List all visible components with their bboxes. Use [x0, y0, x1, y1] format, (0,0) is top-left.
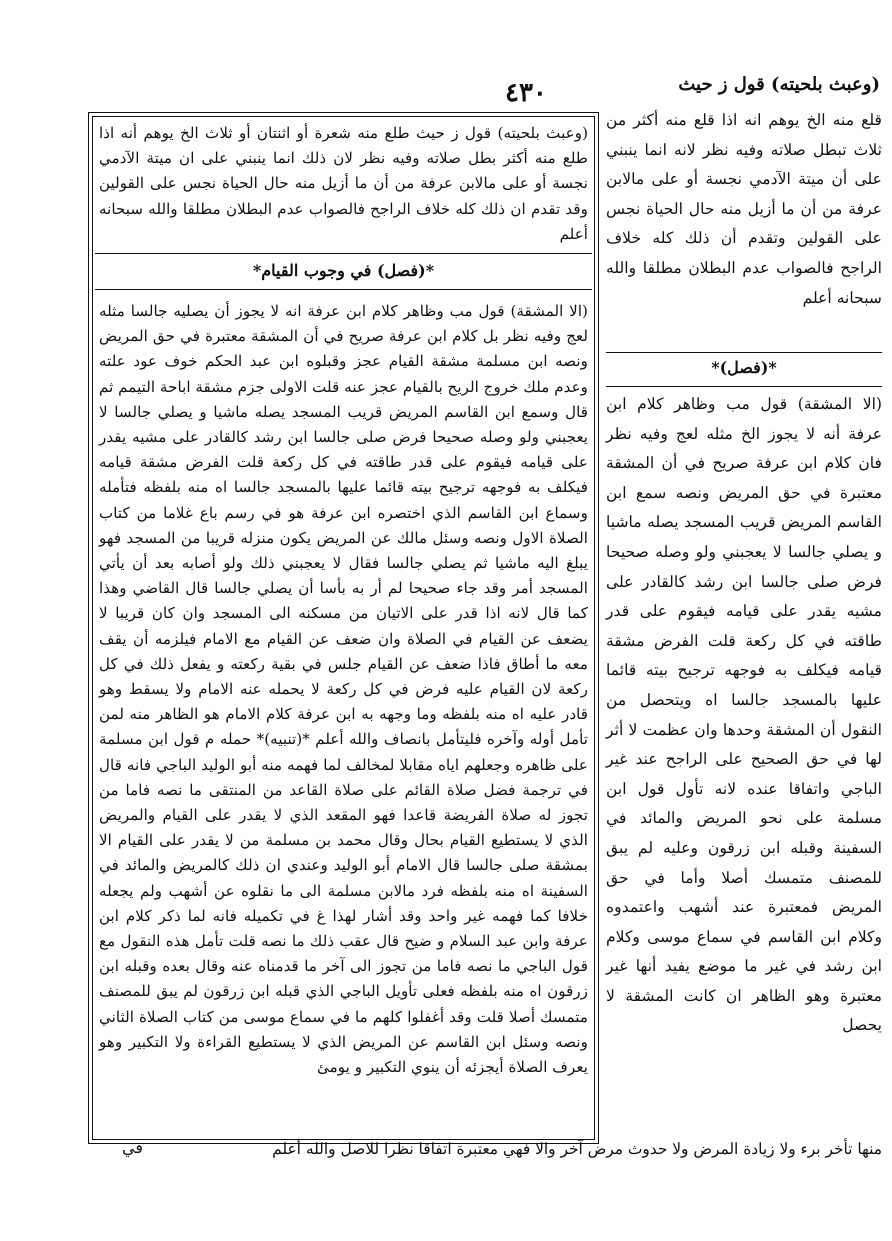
margin-top-rule — [606, 352, 882, 353]
main-intro-text: (وعبث بلحيته) قول ز حيث طلع منه شعرة أو اثنتان أو ثلاث الخ يوهم أنه اذا طلع منه أكثر بطل صلاته وفيه نظر لان ذلك انما ينبني على ان ميتة الآدمي نجسة أو على مالابن عرفة من أن ما أزيل منه حال الحياة نجس على القولين وقد تقدم ان ذلك كله خلاف الراجح فالصواب عدم البطلان مطلقا والله سبحانه أعلم — [99, 124, 588, 243]
main-section-heading: *(فصل) في وجوب القيام* — [252, 261, 435, 280]
catchword: في — [122, 1138, 143, 1157]
heading-bottom-rule — [95, 289, 592, 290]
margin-intro-text: قلع منه الخ يوهم انه اذا قلع منه أكثر من ثلاث تبطل صلاته وفيه نظر لانه انما ينبني على أن ميتة الآدمي نجسة أو على مالابن عرفة من أن ما أزيل منه حال الحياة نجس على القولين وتقدم أن ذلك كله خلاف الراجح فالصواب عدم البطلان مطلقا والله سبحانه أعلم — [606, 111, 882, 307]
footer-line: منها تأخر برء ولا زيادة المرض ولا حدوث مرض آخر والا فهي معتبرة اتفاقا نظرا للاصل والله أعلم — [272, 1140, 882, 1158]
margin-section-heading: *(فصل)* — [711, 358, 777, 377]
heading-top-rule — [95, 253, 592, 254]
margin-body-text: (الا المشقة) قول مب وظاهر كلام ابن عرفة أنه لا يجوز الخ مثله لعج وفيه نظر فان كلام ابن عرفة صريح في أن المشقة معتبرة في حق المريض ونصه سمع ابن القاسم المريض قريب المسجد يصله ماشيا و يصلي جالسا لا يعجبني ولو وصله صحيحا فرض صلى جالسا ابن رشد كالقادر على مشيه يقدر على قيامه فيقوم على قدر طاقته في كل ركعة قلت الفرض مشقة قيامه فيكلف به فوجهه ترجيح بيته قائما عليها بالمسجد جالسا اه ويتحصل من النقول أن المشقة وحدها وان عظمت لا أثر لها في حق الصحيح على الراجح عند غير الباجي واتفاقا عنده لانه تأول قول ابن مسلمة على نحو المريض والمائد في السفينة وقبله ابن زرقون وعليه لم يبق للمصنف متمسك أصلا وأما في حق المريض فمعتبرة عند أشهب واعتمدوه وكلام ابن القاسم في سماع موسى وكلام ابن رشد في غير ما موضع يفيد أنها غير معتبرة وهو الظاهر ان كانت المشقة لا يحصل — [606, 395, 882, 1035]
main-body-text: (الا المشقة) قول مب وظاهر كلام ابن عرفة انه لا يجوز أن يصليه جالسا مثله لعج وفيه نظر بل كلام ابن عرفة صريح في أن المشقة معتبرة في حق المريض ونصه ابن مسلمة مشقة القيام عجز وقبلوه ابن عبد الحكم خوف عود علته وعدم ملك خروج الريح بالقيام عجز عنه قلت الاولى جزم مشقة اباحة التيمم ثم قال وسمع ابن القاسم المريض قريب المسجد يصله ماشيا و يصلي جالسا لا يعجبني ولو وصله صحيحا فرض صلى جالسا ابن رشد كالقادر على مشيه يقدر على قيامه فيقوم على قدر طاقته في كل ركعة قلت الفرض مشقة قيامه فيكلف به فوجهه ترجيح بيته قائما عليها بالمسجد جالسا اه منه بلفظه فتأمله وسماع ابن القاسم الذي اختصره ابن عرفة هو في رسم باع غلاما من كتاب الصلاة الاول ونصه وسئل مالك عن المريض يكون منزله قريبا من المسجد فهو يبلغ اليه ماشيا ثم يصلي جالسا فقال لا يعجبني ذلك ولو أصابه بعد أن يأتي المسجد أمر وقد جاء صحيحا لم أر به بأسا أن يصلي جالسا قال القاضي وهذا كما قال لانه اذا قدر على الاتيان من مسكنه الى المسجد وان كان قريبا لا يضعف عن القيام في الصلاة وان ضعف عن القيام مع الامام فيلزمه أن يقف معه ما أطاق فاذا ضعف عن القيام جلس في بقية ركعته و يفعل ذلك في كل ركعة لان القيام عليه فرض في كل ركعة لا يحمله عنه الامام ولا يسقط وهو قادر عليه اه منه بلفظه وما وجهه به ابن عرفة كلام الامام هو الظاهر منه لمن تأمل أوله وآخره فليتأمل بانصاف والله أعلم *(تنبيه)* حمله م قول ابن مسلمة على ظاهره وجعلهم اياه مقابلا لمخالف لما فهمه منه أبو الوليد الباجي فانه قال في ترجمة فضل صلاة القائم على صلاة القاعد من المنتقى ما نصه فاما من تجوز له صلاة الفريضة قاعدا فهو المقعد الذي لا يقدر على القيام والمريض الذي لا يستطيع القيام بحال وقال محمد بن مسلمة من لا يقدر على القيام الا بمشقة صلى جالسا قال الامام أبو الوليد وعندي ان ذلك كالمريض والمائد في السفينة اه منه بلفظه فرد مالابن مسلمة الى ما نقلوه عن أشهب ولم يجعله خلافا كما فهمه غير واحد وقد أشار لهذا غ في تكميله فانه لما ذكر كلام ابن عرفة وابن عبد السلام و ضيح قال عقب ذلك ما نصه قلت تأمل هذه النقول مع قول الباجي ما نصه فاما من تجوز الى آخر ما قدمناه عنه وقال بعده وقبله ابن زرقون اه منه بلفظه فعلى تأويل الباجي الذي قبله ابن زرقون لم يبق للمصنف متمسك أصلا قلت وقد أغفلوا كلهم ما في سماع موسى من كتاب الصلاة الثاني ونصه وسئل ابن القاسم عن المريض الذي لا يستطيع القراءة ولا التكبير وهو يعرف الصلاة أيجزئه أن ينوي التكبير و يومئ — [99, 302, 588, 1077]
side-header: (وعبث بلحيته) قول ز حيث — [678, 74, 880, 95]
page-number: ٤٣٠ — [505, 78, 547, 108]
main-commentary-box — [88, 112, 599, 1144]
margin-bottom-rule — [606, 386, 882, 387]
